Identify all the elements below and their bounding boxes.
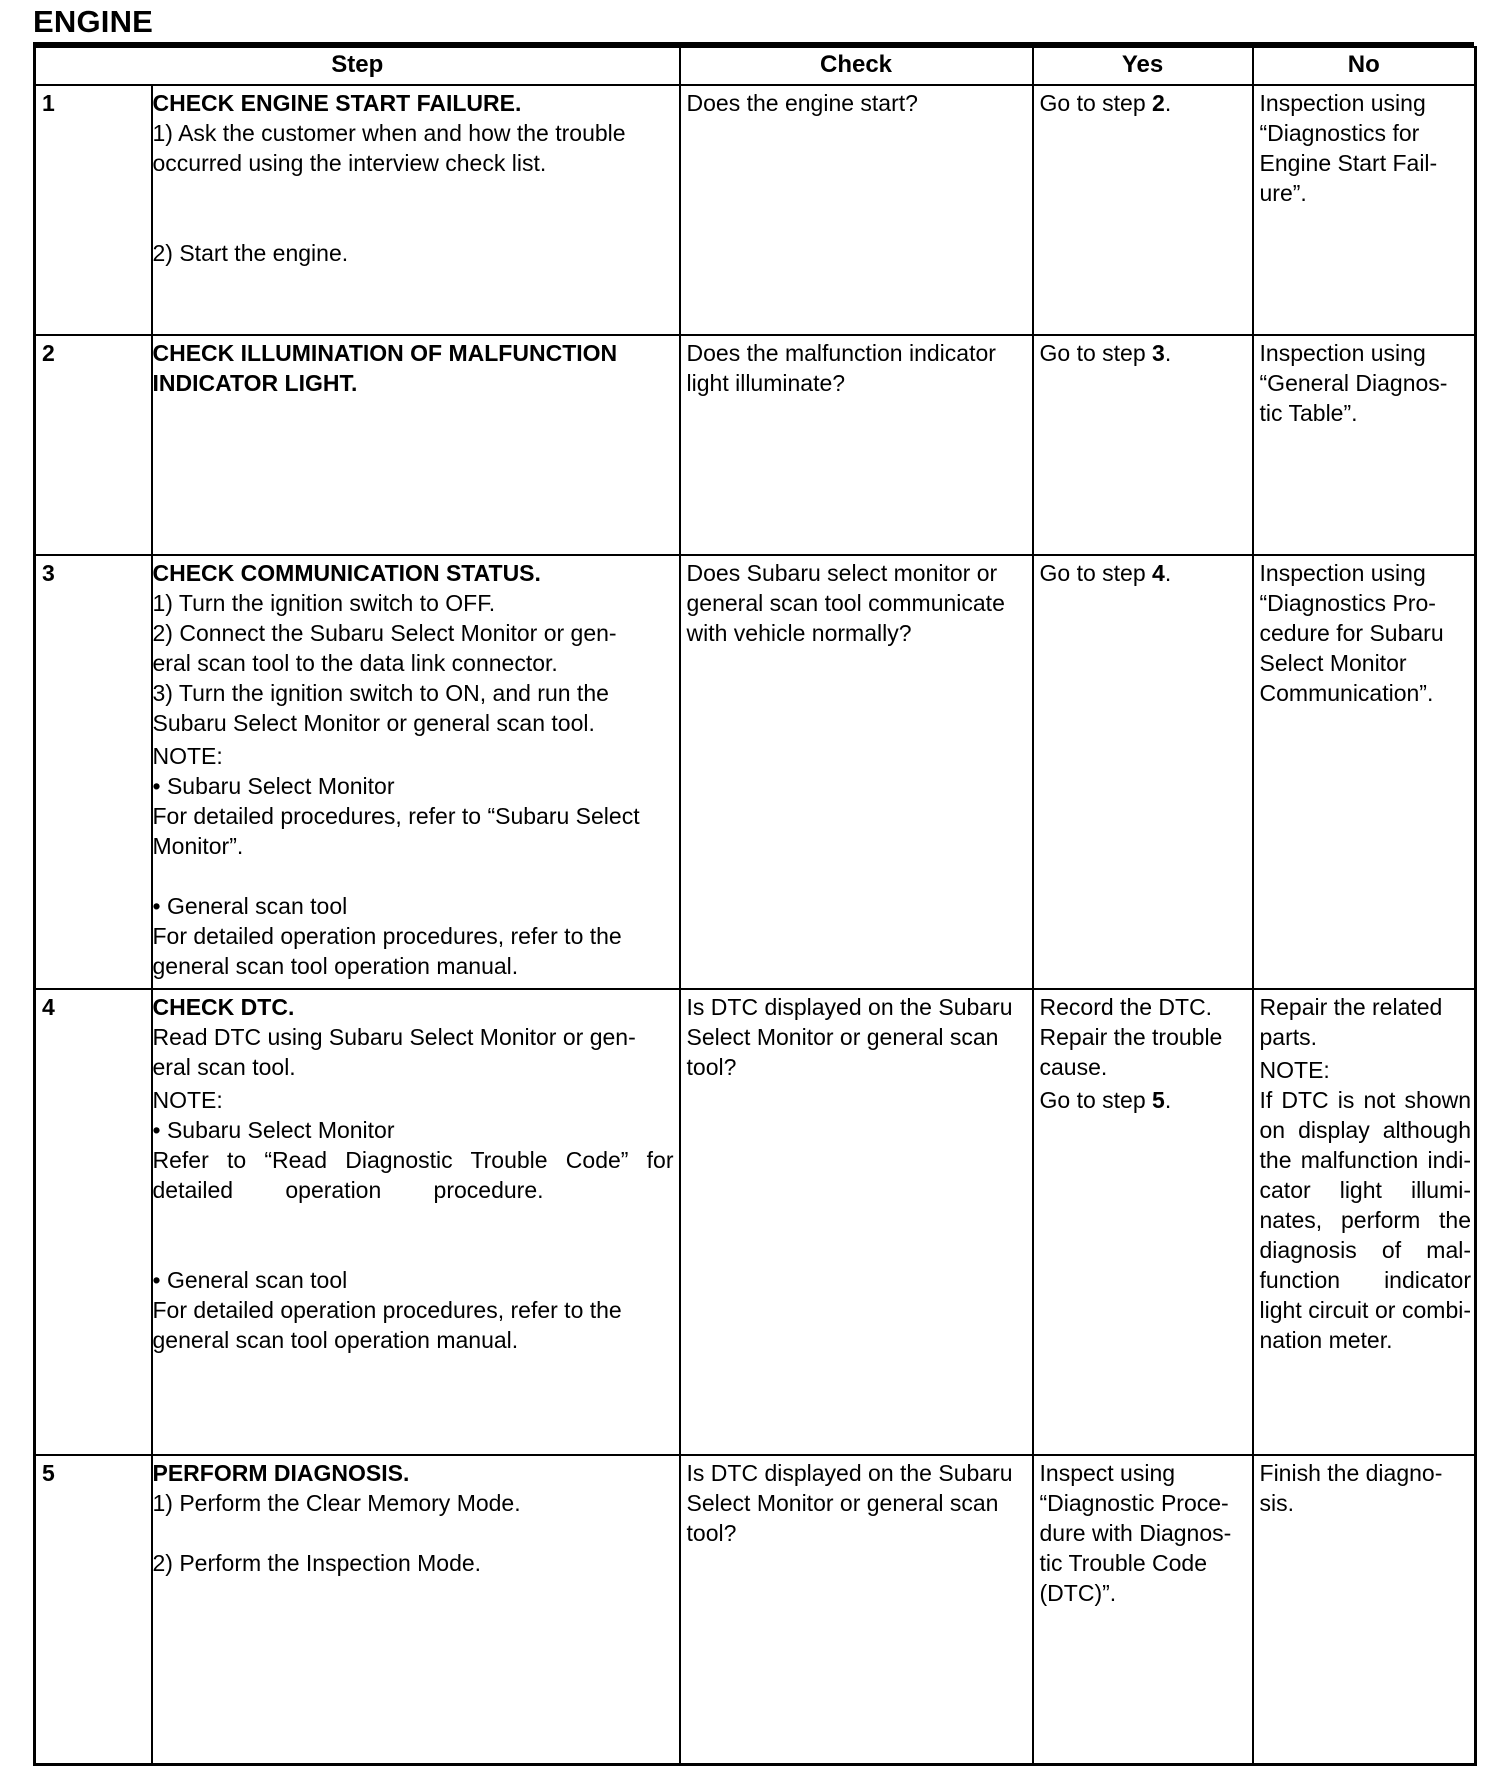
- header-step: Step: [35, 47, 680, 85]
- yes-cell: [1033, 1455, 1253, 1765]
- step-line: 2) Start the engine.: [152, 240, 349, 266]
- yes-step-number: 5: [1152, 1087, 1165, 1113]
- check-cell: [680, 555, 1033, 989]
- step-number: 1: [35, 85, 152, 335]
- yes-text: [1040, 1085, 1247, 1115]
- yes-line: (DTC)”.: [1039, 1580, 1117, 1606]
- yes-prefix: Go to step: [1039, 560, 1153, 586]
- step-line: • General scan tool: [152, 893, 348, 919]
- step-heading: PERFORM DIAGNOSIS.: [152, 1460, 410, 1486]
- no-cell: [1253, 85, 1476, 335]
- yes-prefix: Go to step: [1039, 1087, 1153, 1113]
- step-heading: CHECK DTC.: [152, 994, 295, 1020]
- yes-cell: [1033, 989, 1253, 1455]
- step-description: [152, 555, 680, 989]
- check-line: tool?: [686, 1520, 737, 1546]
- yes-line: tic Trouble Code: [1039, 1550, 1207, 1576]
- yes-line: “Diagnostic Proce-: [1039, 1490, 1229, 1516]
- step-heading: CHECK COMMUNICATION STATUS.: [152, 560, 541, 586]
- no-line: on display although: [1259, 1117, 1472, 1143]
- yes-step-number: 4: [1152, 560, 1165, 586]
- step-line: 3) Turn the ignition switch to ON, and run the: [152, 680, 609, 706]
- no-line: light circuit or combi-: [1259, 1297, 1472, 1323]
- no-line: Inspection using: [1259, 90, 1426, 116]
- check-line: with vehicle normally?: [686, 620, 912, 646]
- yes-suffix: .: [1164, 1087, 1172, 1113]
- step-line: Subaru Select Monitor or general scan tool.: [152, 710, 595, 736]
- no-line: the malfunction indi-: [1259, 1147, 1472, 1173]
- no-line: nation meter.: [1259, 1327, 1393, 1353]
- step-line: • General scan tool: [152, 1267, 348, 1293]
- no-line: diagnosis of mal-: [1259, 1237, 1472, 1263]
- no-cell: [1253, 335, 1476, 555]
- step-line: 2) Perform the Inspection Mode.: [152, 1550, 482, 1576]
- no-line: “General Diagnos-: [1259, 370, 1448, 396]
- yes-step-number: 3: [1152, 340, 1165, 366]
- step-description: [152, 335, 680, 555]
- header-check: Check: [680, 47, 1033, 85]
- step-line: 1) Perform the Clear Memory Mode.: [152, 1490, 521, 1516]
- yes-step-number: 2: [1152, 90, 1165, 116]
- no-cell: [1253, 989, 1476, 1455]
- yes-line: Record the DTC.: [1039, 994, 1213, 1020]
- check-line: general scan tool communicate: [686, 590, 1005, 616]
- no-line: Inspection using: [1259, 340, 1426, 366]
- step-line: For detailed procedures, refer to “Subaru Select: [152, 803, 640, 829]
- table-row: [35, 335, 1476, 555]
- check-cell: [680, 989, 1033, 1455]
- diagnostic-table: [33, 46, 1477, 1766]
- no-line: Finish the diagno-: [1259, 1460, 1443, 1486]
- step-description: [152, 85, 680, 335]
- step-line: detailed operation procedure.: [152, 1177, 544, 1203]
- header-no: No: [1253, 47, 1476, 85]
- check-line: Select Monitor or general scan: [686, 1490, 999, 1516]
- no-line: If DTC is not shown: [1259, 1087, 1472, 1113]
- no-line: Engine Start Fail-: [1259, 150, 1438, 176]
- step-line: For detailed operation procedures, refer to the: [152, 1297, 622, 1323]
- check-line: Is DTC displayed on the Subaru: [686, 1460, 1013, 1486]
- no-line: “Diagnostics Pro-: [1259, 590, 1436, 616]
- check-line: light illuminate?: [686, 370, 846, 396]
- no-line: Select Monitor: [1259, 650, 1407, 676]
- no-line: cedure for Subaru: [1259, 620, 1444, 646]
- step-number: 4: [35, 989, 152, 1455]
- table-header-row: [35, 47, 1476, 85]
- step-description: [152, 1455, 680, 1765]
- yes-text: [1040, 88, 1247, 118]
- step-line: occurred using the interview check list.: [152, 150, 547, 176]
- no-line: tic Table”.: [1259, 400, 1358, 426]
- check-line: Is DTC displayed on the Subaru: [686, 994, 1013, 1020]
- no-line: function indicator: [1259, 1267, 1472, 1293]
- table-row: [35, 85, 1476, 335]
- step-heading: INDICATOR LIGHT.: [152, 370, 358, 396]
- yes-text: [1040, 338, 1247, 368]
- no-line: Inspection using: [1259, 560, 1426, 586]
- check-cell: [680, 1455, 1033, 1765]
- yes-line: cause.: [1039, 1054, 1108, 1080]
- table-row: [35, 555, 1476, 989]
- yes-line: dure with Diagnos-: [1039, 1520, 1232, 1546]
- note-label: NOTE:: [1259, 1057, 1330, 1083]
- header-yes: Yes: [1033, 47, 1253, 85]
- step-line: Monitor”.: [152, 833, 244, 859]
- yes-prefix: Go to step: [1039, 90, 1153, 116]
- step-line: 1) Ask the customer when and how the trouble: [152, 120, 626, 146]
- yes-suffix: .: [1164, 340, 1172, 366]
- yes-cell: [1033, 85, 1253, 335]
- no-line: sis.: [1259, 1490, 1295, 1516]
- step-number: 3: [35, 555, 152, 989]
- yes-suffix: .: [1164, 560, 1172, 586]
- step-line: Refer to “Read Diagnostic Trouble Code” for: [152, 1147, 674, 1173]
- step-line: • Subaru Select Monitor: [152, 773, 395, 799]
- step-line: eral scan tool.: [152, 1054, 296, 1080]
- check-line: tool?: [686, 1054, 737, 1080]
- step-line: Read DTC using Subaru Select Monitor or gen-: [152, 1024, 636, 1050]
- step-number: 2: [35, 335, 152, 555]
- check-cell: [680, 85, 1033, 335]
- page-title: ENGINE: [33, 4, 154, 39]
- note-label: NOTE:: [152, 743, 223, 769]
- no-line: Communication”.: [1259, 680, 1434, 706]
- table-row: [35, 1455, 1476, 1765]
- yes-prefix: Go to step: [1039, 340, 1153, 366]
- no-line: cator light illumi-: [1259, 1177, 1472, 1203]
- step-line: 1) Turn the ignition switch to OFF.: [152, 590, 496, 616]
- step-line: • Subaru Select Monitor: [152, 1117, 395, 1143]
- step-heading: CHECK ENGINE START FAILURE.: [152, 90, 522, 116]
- check-line: Does Subaru select monitor or: [686, 560, 998, 586]
- step-line: general scan tool operation manual.: [152, 1327, 519, 1353]
- yes-line: Inspect using: [1039, 1460, 1176, 1486]
- note-label: NOTE:: [152, 1087, 223, 1113]
- no-line: Repair the related: [1259, 994, 1443, 1020]
- step-line: 2) Connect the Subaru Select Monitor or gen-: [152, 620, 617, 646]
- no-line: ure”.: [1259, 180, 1307, 206]
- no-cell: [1253, 1455, 1476, 1765]
- yes-suffix: .: [1164, 90, 1172, 116]
- step-line: For detailed operation procedures, refer to the: [152, 923, 622, 949]
- check-line: Does the malfunction indicator: [686, 340, 996, 366]
- no-line: parts.: [1259, 1024, 1318, 1050]
- step-number: 5: [35, 1455, 152, 1765]
- no-line: “Diagnostics for: [1259, 120, 1420, 146]
- yes-line: Repair the trouble: [1039, 1024, 1223, 1050]
- table-row: [35, 989, 1476, 1455]
- check-line: Select Monitor or general scan: [686, 1024, 999, 1050]
- step-line: eral scan tool to the data link connector.: [152, 650, 558, 676]
- no-cell: [1253, 555, 1476, 989]
- check-cell: [680, 335, 1033, 555]
- check-text: Does the engine start?: [686, 90, 918, 116]
- step-line: general scan tool operation manual.: [152, 953, 519, 979]
- no-line: nates, perform the: [1259, 1207, 1472, 1233]
- yes-text: [1040, 558, 1247, 588]
- step-description: [152, 989, 680, 1455]
- yes-cell: [1033, 335, 1253, 555]
- step-heading: CHECK ILLUMINATION OF MALFUNCTION: [152, 340, 618, 366]
- yes-cell: [1033, 555, 1253, 989]
